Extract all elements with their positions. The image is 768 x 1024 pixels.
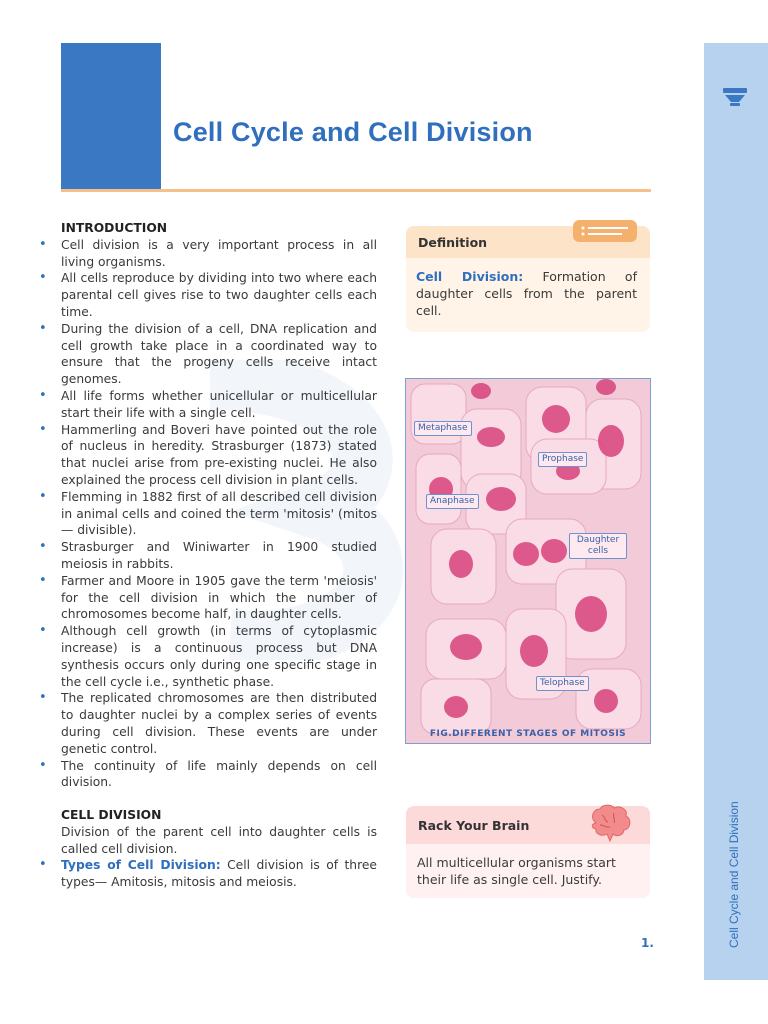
title-divider: [61, 189, 651, 192]
page-number: 1.: [641, 936, 654, 950]
cell-division-text: Division of the parent cell into daughter cells is called cell division.: [61, 824, 377, 856]
definition-title: Definition: [418, 235, 488, 250]
definition-term: Cell Division:: [416, 269, 524, 284]
rack-your-brain-text: All multicellular organisms start their life as single cell. Justify.: [417, 855, 616, 887]
list-item: • Although cell growth (in terms of cytoplasmic increase) is a continuous process but DNA synthesis occurs only during one specific stage in the cell cycle i.e., synthetic phase.: [61, 623, 377, 690]
logo-icon: [721, 86, 749, 108]
list-item: • Cell division is a very important process in all living organisms.: [61, 237, 377, 271]
intro-heading: INTRODUCTION: [61, 221, 168, 235]
rack-your-brain-title: Rack Your Brain: [418, 818, 530, 833]
label-anaphase: Anaphase: [426, 494, 479, 509]
types-bullet-list: [61, 857, 377, 891]
main-text-column: [61, 220, 377, 891]
label-daughter-cells: Daughter cells: [569, 533, 627, 559]
brain-icon: [586, 803, 634, 843]
side-chapter-title: Cell Cycle and Cell Division: [727, 801, 741, 948]
list-item: • All cells reproduce by dividing into two where each parental cell gives rise to two daughter cells each time.: [61, 270, 377, 320]
label-telophase: Telophase: [536, 676, 589, 691]
figure-caption: FIG.DIFFERENT STAGES OF MITOSIS: [429, 729, 627, 739]
label-prophase: Prophase: [538, 452, 587, 467]
list-item: • Hammerling and Boveri have pointed out the role of nucleus in heredity. Strasburger (1873) stated that nuclei arise from pre-existing nuclei. He also explained the process cell division in plant cells.: [61, 422, 377, 489]
intro-bullet-list: [61, 237, 377, 791]
definition-body: [416, 268, 637, 319]
label-metaphase: Metaphase: [414, 421, 472, 436]
list-item: • Strasburger and Winiwarter in 1900 studied meiosis in rabbits.: [61, 539, 377, 573]
list-item: [61, 857, 377, 891]
definition-text: Formation of daughter cells from the parent cell.: [416, 269, 637, 318]
cell-division-heading: CELL DIVISION: [61, 808, 162, 823]
list-icon: [573, 220, 637, 242]
list-item: • All life forms whether unicellular or multicellular start their life with a single cell.: [61, 388, 377, 422]
mitosis-figure: [405, 378, 651, 744]
list-item: • The continuity of life mainly depends on cell division.: [61, 758, 377, 792]
list-item: • The replicated chromosomes are then distributed to daughter nuclei by a complex series of events during cell division. These events are under genetic control.: [61, 690, 377, 757]
list-item: • Flemming in 1882 first of all described cell division in animal cells and coined the term 'mitosis' (mitos — divisible).: [61, 489, 377, 539]
types-text: Cell division is of three types— Amitosis, mitosis and meiosis.: [61, 858, 377, 890]
list-item: • Farmer and Moore in 1905 gave the term 'meiosis' for the cell division in which the number of chromosomes become half, in daughter cells.: [61, 573, 377, 623]
list-item: • During the division of a cell, DNA replication and cell growth take place in a coordinated way to ensure that the progeny cells receive intact genomes.: [61, 321, 377, 388]
types-label: Types of Cell Division:: [61, 858, 221, 873]
page-title: Cell Cycle and Cell Division: [173, 117, 533, 147]
header-color-block: [61, 43, 161, 190]
